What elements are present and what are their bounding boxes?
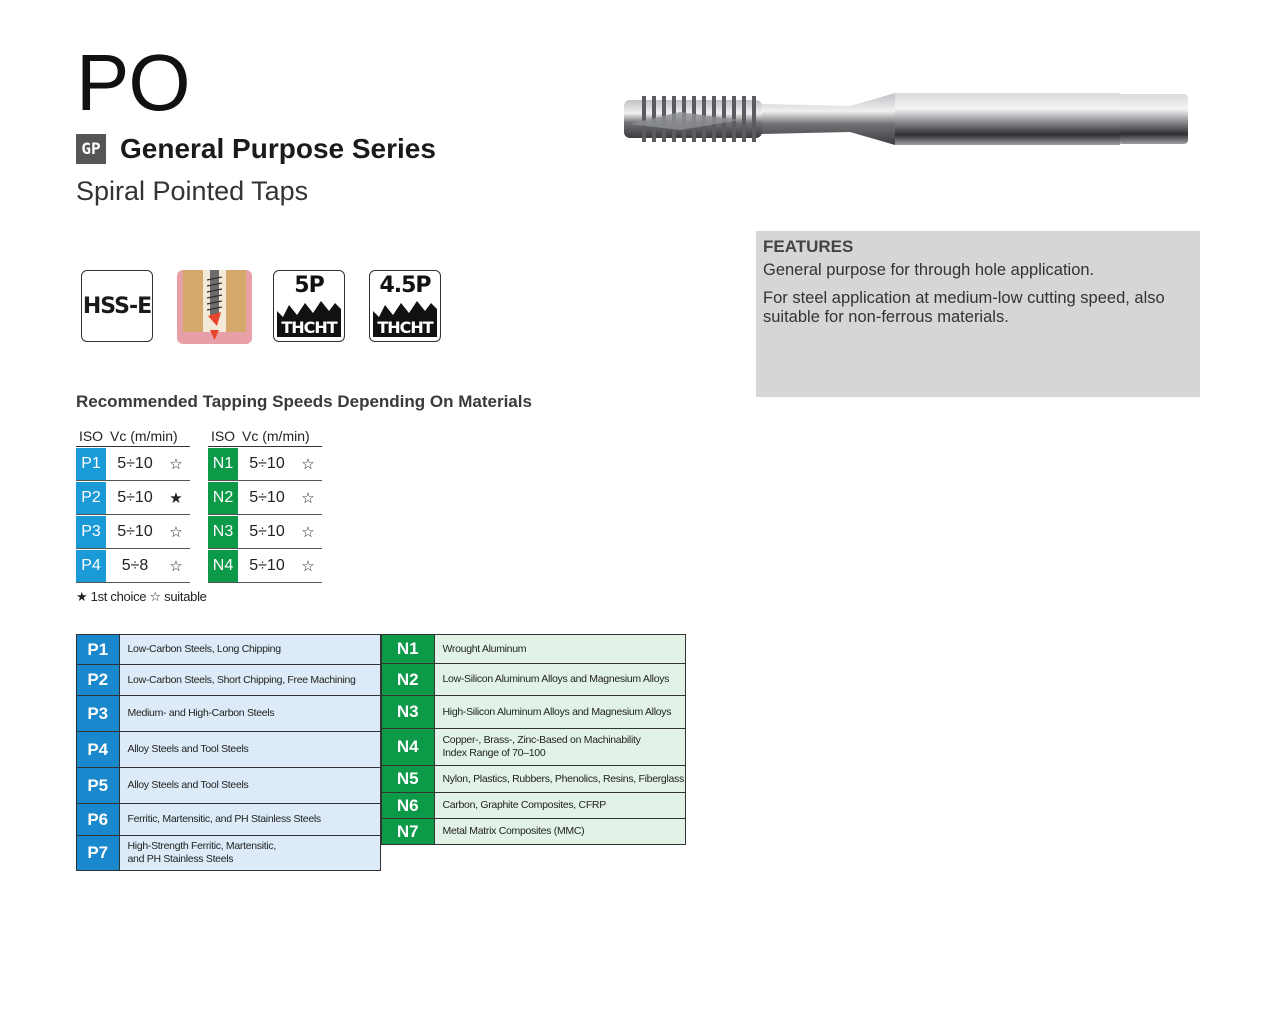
speed-row [76, 482, 190, 515]
material-description: High-Silicon Aluminum Alloys and Magnesium Alloys [434, 696, 686, 729]
material-description: Metal Matrix Composites (MMC) [434, 819, 686, 845]
material-description: Low-Silicon Aluminum Alloys and Magnesium Alloys [434, 664, 686, 696]
rating-star-icon: ☆ [169, 558, 183, 575]
tolerance-label: THCHT [377, 318, 433, 337]
material-description: Low-Carbon Steels, Long Chipping [119, 635, 381, 665]
iso-code: P4 [76, 550, 106, 582]
product-subtitle: Spiral Pointed Taps [76, 176, 309, 206]
material-row [382, 819, 686, 845]
series-title: General Purpose Series [120, 133, 436, 164]
iso-column-header: ISO [210, 428, 236, 444]
rating-star-icon: ☆ [169, 456, 183, 473]
iso-code: P3 [76, 516, 106, 548]
rating-star-icon: ☆ [169, 524, 183, 541]
speed-table-p [76, 428, 190, 583]
rating-legend: ★ 1st choice ☆ suitable [76, 589, 207, 604]
iso-code: P5 [77, 768, 120, 804]
through-hole-icon [177, 270, 252, 344]
iso-code: P1 [77, 635, 120, 665]
cutting-speed: 5÷10 [117, 489, 153, 506]
material-row [382, 664, 686, 696]
speed-row [208, 448, 322, 481]
iso-code: N4 [382, 729, 435, 766]
cutting-speed: 5÷8 [121, 557, 149, 574]
material-description: High-Strength Ferritic, Martensitic, and PH Stainless Steels [119, 836, 381, 871]
iso-code: P4 [77, 732, 120, 768]
pitch-value: 4.5P [379, 273, 431, 298]
material-row [382, 696, 686, 729]
hss-e-material-icon: HSS-E [81, 270, 153, 342]
iso-code: P2 [77, 665, 120, 696]
cutting-speed: 5÷10 [249, 455, 285, 472]
vc-column-header: Vc (m/min) [110, 428, 178, 444]
material-description: Low-Carbon Steels, Short Chipping, Free Machining [119, 665, 381, 696]
rating-star-icon: ☆ [301, 456, 315, 473]
speed-row [76, 516, 190, 549]
material-description: Carbon, Graphite Composites, CFRP [434, 793, 686, 819]
speed-table-n [208, 428, 322, 583]
material-description: Copper-, Brass-, Zinc-Based on Machinability Index Range of 70–100 [434, 729, 686, 766]
pitch-value: 5P [294, 273, 324, 298]
speed-table-header [208, 428, 322, 447]
features-panel [756, 231, 1200, 397]
iso-code: N1 [382, 635, 435, 664]
cutting-speed: 5÷10 [117, 455, 153, 472]
series-badge: GP [76, 134, 106, 164]
4-5p-tolerance-icon [369, 270, 441, 342]
iso-code: N4 [208, 550, 238, 582]
material-row [382, 766, 686, 793]
material-row [382, 729, 686, 766]
vc-column-header: Vc (m/min) [242, 428, 310, 444]
feature-line: For steel application at medium-low cutting speed, also suitable for non-ferrous materials. [763, 289, 1165, 326]
speed-row [208, 550, 322, 583]
rating-star-icon: ☆ [301, 558, 315, 575]
iso-code: N6 [382, 793, 435, 819]
iso-code: N7 [382, 819, 435, 845]
material-row [77, 804, 381, 836]
rating-star-icon: ☆ [301, 524, 315, 541]
iso-code: P3 [77, 696, 120, 732]
material-row [382, 793, 686, 819]
iso-code: N2 [382, 664, 435, 696]
material-row [382, 635, 686, 664]
iso-code: P6 [77, 804, 120, 836]
feature-line: General purpose for through hole application. [763, 261, 1095, 279]
spiral-pointed-tap-image [620, 86, 1190, 161]
cutting-speed: 5÷10 [249, 489, 285, 506]
iso-column-header: ISO [78, 428, 104, 444]
material-description: Ferritic, Martensitic, and PH Stainless Steels [119, 804, 381, 836]
material-description: Medium- and High-Carbon Steels [119, 696, 381, 732]
speeds-title: Recommended Tapping Speeds Depending On Materials [76, 392, 532, 411]
iso-code: N3 [208, 516, 238, 548]
iso-code: N1 [208, 448, 238, 480]
product-code: PO [76, 38, 190, 127]
material-row [77, 696, 381, 732]
material-description: Wrought Aluminum [434, 635, 686, 664]
5p-tolerance-icon [273, 270, 345, 342]
speed-row [76, 550, 190, 583]
speed-table-header [76, 428, 190, 447]
features-title: FEATURES [763, 237, 854, 256]
iso-code: P1 [76, 448, 106, 480]
cutting-speed: 5÷10 [117, 523, 153, 540]
material-description: Alloy Steels and Tool Steels [119, 732, 381, 768]
speed-row [208, 516, 322, 549]
material-description: Alloy Steels and Tool Steels [119, 768, 381, 804]
cutting-speed: 5÷10 [249, 557, 285, 574]
material-row [77, 732, 381, 768]
speed-row [76, 448, 190, 481]
material-row [77, 665, 381, 696]
material-row [77, 635, 381, 665]
material-table-n [381, 634, 686, 845]
iso-code: N3 [382, 696, 435, 729]
rating-star-icon: ★ [169, 490, 183, 507]
tolerance-label: THCHT [281, 318, 337, 337]
speed-row [208, 482, 322, 515]
iso-code: N5 [382, 766, 435, 793]
iso-code: P2 [76, 482, 106, 514]
material-description: Nylon, Plastics, Rubbers, Phenolics, Resins, Fiberglass [434, 766, 686, 793]
material-row [77, 836, 381, 871]
iso-code: N2 [208, 482, 238, 514]
material-row [77, 768, 381, 804]
material-table-p [76, 634, 381, 871]
iso-code: P7 [77, 836, 120, 871]
cutting-speed: 5÷10 [249, 523, 285, 540]
rating-star-icon: ☆ [301, 490, 315, 507]
